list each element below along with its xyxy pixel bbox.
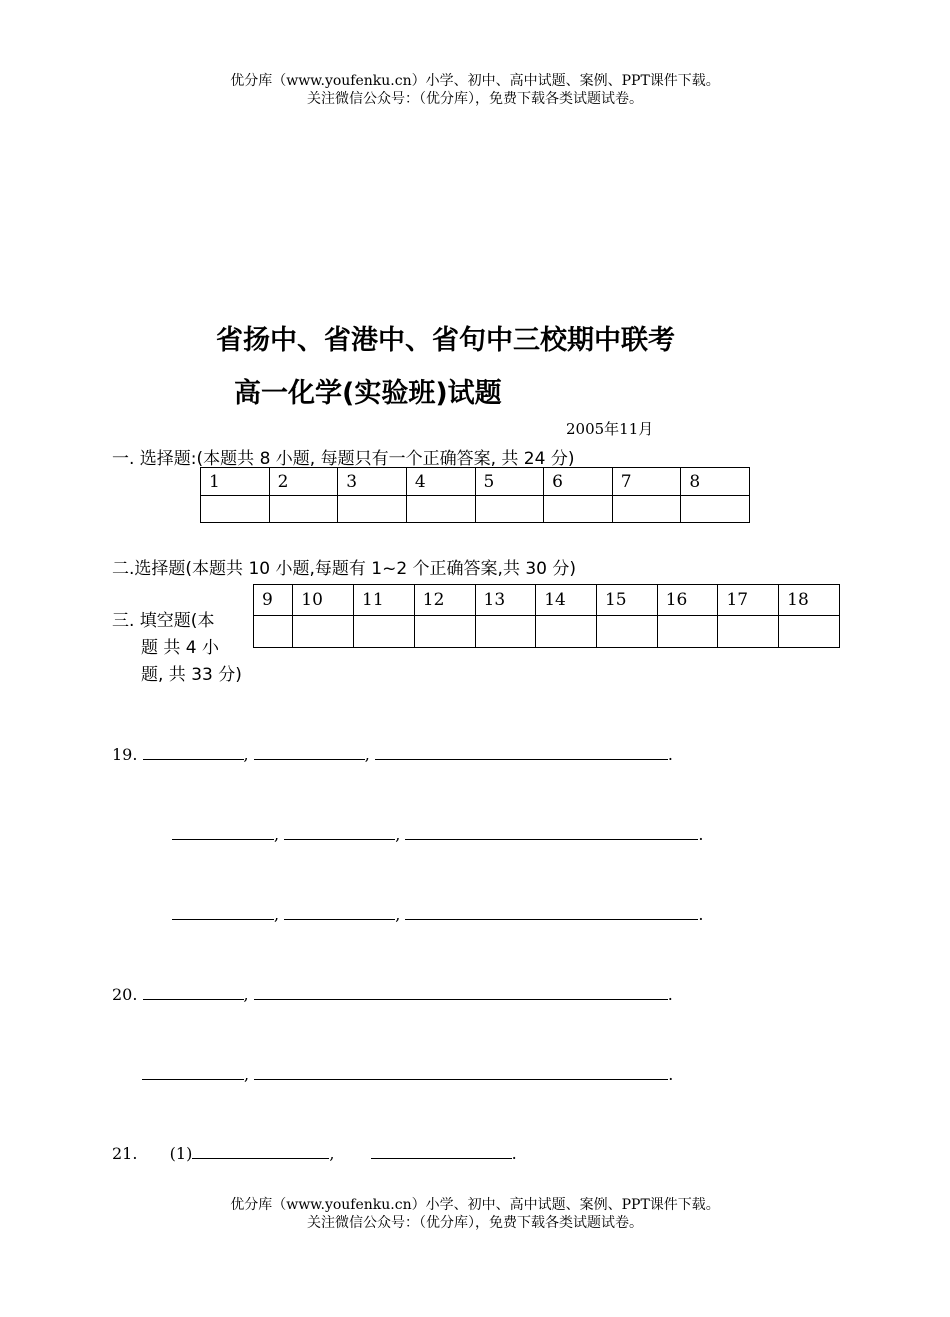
question-21-part-1-label: (1) <box>169 1144 193 1163</box>
period: . <box>698 825 704 844</box>
period: . <box>667 745 674 764</box>
grid-1-answer-cell[interactable] <box>338 496 407 523</box>
grid-2-answer-cell[interactable] <box>254 616 293 648</box>
question-20-row-1 <box>112 981 673 1005</box>
answer-blank[interactable] <box>375 741 668 760</box>
answer-blank[interactable] <box>405 901 698 920</box>
grid-1-number: 3 <box>338 468 407 496</box>
grid-1-answer-cell[interactable] <box>406 496 475 523</box>
answer-blank[interactable] <box>371 1140 512 1159</box>
grid-2-answer-cell[interactable] <box>657 616 718 648</box>
grid-2-number: 14 <box>536 585 597 616</box>
answer-blank[interactable] <box>172 821 274 840</box>
grid-2-number: 16 <box>657 585 718 616</box>
answer-blank[interactable] <box>254 741 365 760</box>
answer-blank[interactable] <box>143 741 244 760</box>
grid-2-number: 18 <box>779 585 840 616</box>
comma: , <box>274 905 280 924</box>
section-3-label-line-2: 题 共 4 小 <box>141 638 220 658</box>
grid-1-answer-cell[interactable] <box>544 496 613 523</box>
grid-1-number: 4 <box>406 468 475 496</box>
question-19-row-1 <box>112 741 673 765</box>
answer-blank[interactable] <box>405 821 698 840</box>
answer-blank[interactable] <box>254 981 668 1000</box>
comma: , <box>243 745 249 764</box>
question-19-number: 19. <box>112 745 138 764</box>
question-21-number: 21. <box>112 1144 138 1163</box>
comma: , <box>243 985 249 1004</box>
exam-date: 2005年11月 <box>566 420 654 438</box>
answer-blank[interactable] <box>142 1061 244 1080</box>
grid-1-answer-cell[interactable] <box>612 496 681 523</box>
answer-blank[interactable] <box>143 981 244 1000</box>
grid-2-answer-cell[interactable] <box>293 616 354 648</box>
exam-subtitle: 高一化学(实验班)试题 <box>234 378 502 409</box>
exam-title: 省扬中、省港中、省句中三校期中联考 <box>216 325 675 356</box>
footer-line-2: 关注微信公众号：（优分库），免费下载各类试题试卷。 <box>307 1215 643 1231</box>
answer-blank[interactable] <box>192 1140 329 1159</box>
grid-1-number: 6 <box>544 468 613 496</box>
header-line-1: 优分库（www.youfenku.cn）小学、初中、高中试题、案例、PPT课件下载。 <box>230 73 720 89</box>
comma: , <box>395 825 401 844</box>
question-19-row-3 <box>172 901 703 925</box>
comma: , <box>329 1144 335 1163</box>
footer-line-1: 优分库（www.youfenku.cn）小学、初中、高中试题、案例、PPT课件下载。 <box>230 1197 720 1213</box>
grid-1-answer-cell[interactable] <box>201 496 270 523</box>
period: . <box>511 1144 517 1163</box>
grid-2-number: 10 <box>293 585 354 616</box>
grid-2-number: 12 <box>414 585 475 616</box>
header-line-2: 关注微信公众号：（优分库），免费下载各类试题试卷。 <box>307 91 643 107</box>
answer-blank[interactable] <box>284 901 395 920</box>
grid-2-number: 15 <box>596 585 657 616</box>
grid-2-number: 13 <box>475 585 536 616</box>
section-2-label: 二.选择题(本题共 10 小题,每题有 1~2 个正确答案,共 30 分) <box>112 559 577 579</box>
answer-grid-1 <box>200 467 750 523</box>
period: . <box>668 1065 674 1084</box>
grid-2-answer-cell[interactable] <box>596 616 657 648</box>
period: . <box>698 905 704 924</box>
question-20-row-2 <box>142 1061 673 1085</box>
comma: , <box>274 825 280 844</box>
section-3-label-line-3: 题, 共 33 分) <box>141 665 242 685</box>
question-20-number: 20. <box>112 985 138 1004</box>
answer-blank[interactable] <box>284 821 395 840</box>
grid-1-number: 5 <box>475 468 544 496</box>
section-1-label: 一. 选择题:(本题共 8 小题, 每题只有一个正确答案, 共 24 分) <box>112 449 575 469</box>
grid-1-number: 8 <box>681 468 750 496</box>
question-19-row-2 <box>172 821 703 845</box>
comma: , <box>395 905 401 924</box>
comma: , <box>244 1065 250 1084</box>
grid-2-number: 17 <box>718 585 779 616</box>
answer-blank[interactable] <box>172 901 274 920</box>
grid-2-answer-cell[interactable] <box>718 616 779 648</box>
period: . <box>667 985 673 1004</box>
grid-2-answer-cell[interactable] <box>414 616 475 648</box>
answer-blank[interactable] <box>254 1061 668 1080</box>
grid-1-number: 1 <box>201 468 270 496</box>
comma: , <box>364 745 370 764</box>
question-21-row-1 <box>112 1140 517 1164</box>
grid-1-answer-cell[interactable] <box>681 496 750 523</box>
answer-grid-2 <box>253 584 840 648</box>
grid-1-answer-cell[interactable] <box>269 496 338 523</box>
grid-2-number: 9 <box>254 585 293 616</box>
grid-2-answer-cell[interactable] <box>536 616 597 648</box>
grid-2-number: 11 <box>354 585 415 616</box>
grid-1-answer-cell[interactable] <box>475 496 544 523</box>
grid-2-answer-cell[interactable] <box>354 616 415 648</box>
grid-2-answer-cell[interactable] <box>475 616 536 648</box>
grid-1-number: 2 <box>269 468 338 496</box>
grid-1-number: 7 <box>612 468 681 496</box>
grid-2-answer-cell[interactable] <box>779 616 840 648</box>
section-3-label-line-1: 三. 填空题(本 <box>112 611 215 631</box>
